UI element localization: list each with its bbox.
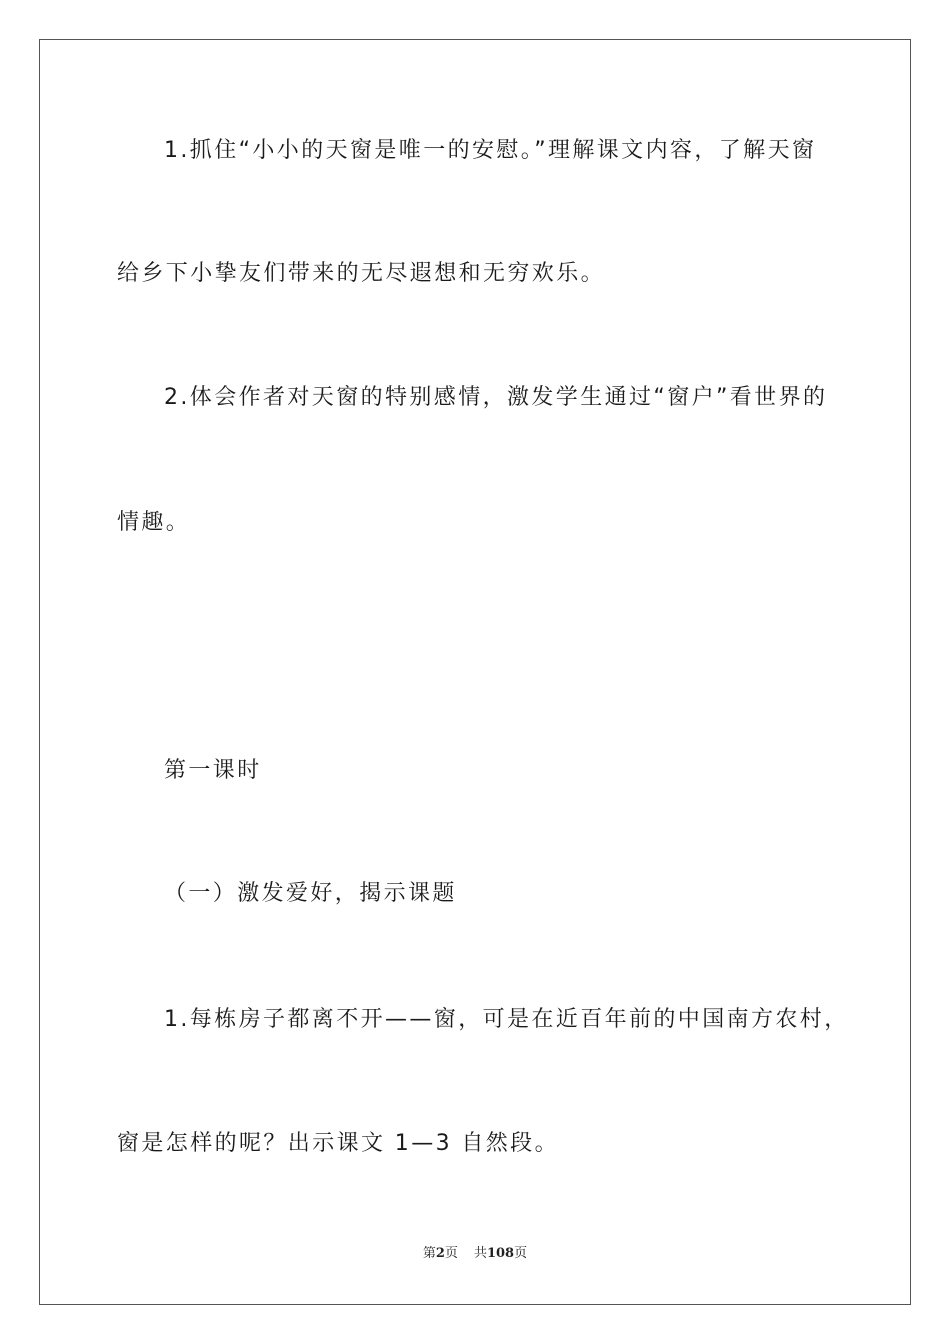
- objective-2-line-2: 情趣。: [117, 510, 191, 535]
- page-border: [39, 39, 911, 1305]
- objective-1-line-1: 1.抓住“小小的天窗是唯一的安慰。”理解课文内容，了解天窗: [164, 138, 817, 163]
- footer-total-suffix: 页: [514, 1246, 528, 1261]
- footer-page-prefix: 第: [422, 1246, 436, 1261]
- footer-total-prefix: 共: [473, 1246, 487, 1261]
- footer-page-suffix: 页: [444, 1246, 458, 1261]
- footer-page-number: 2: [435, 1246, 445, 1261]
- section-heading: （一）激发爱好，揭示课题: [164, 881, 457, 906]
- page-footer: [0, 1245, 950, 1263]
- footer-total-pages: 108: [486, 1246, 515, 1261]
- objective-2-line-1: 2.体会作者对天窗的特别感情，激发学生通过“窗户”看世界的: [164, 385, 828, 410]
- step-1-line-1: 1.每栋房子都离不开——窗，可是在近百年前的中国南方农村，: [164, 1007, 849, 1032]
- objective-1-line-2: 给乡下小挚友们带来的无尽遐想和无穷欢乐。: [117, 261, 606, 286]
- step-1-line-2: 窗是怎样的呢？出示课文 1—3 自然段。: [117, 1131, 559, 1156]
- lesson-heading: 第一课时: [164, 758, 262, 783]
